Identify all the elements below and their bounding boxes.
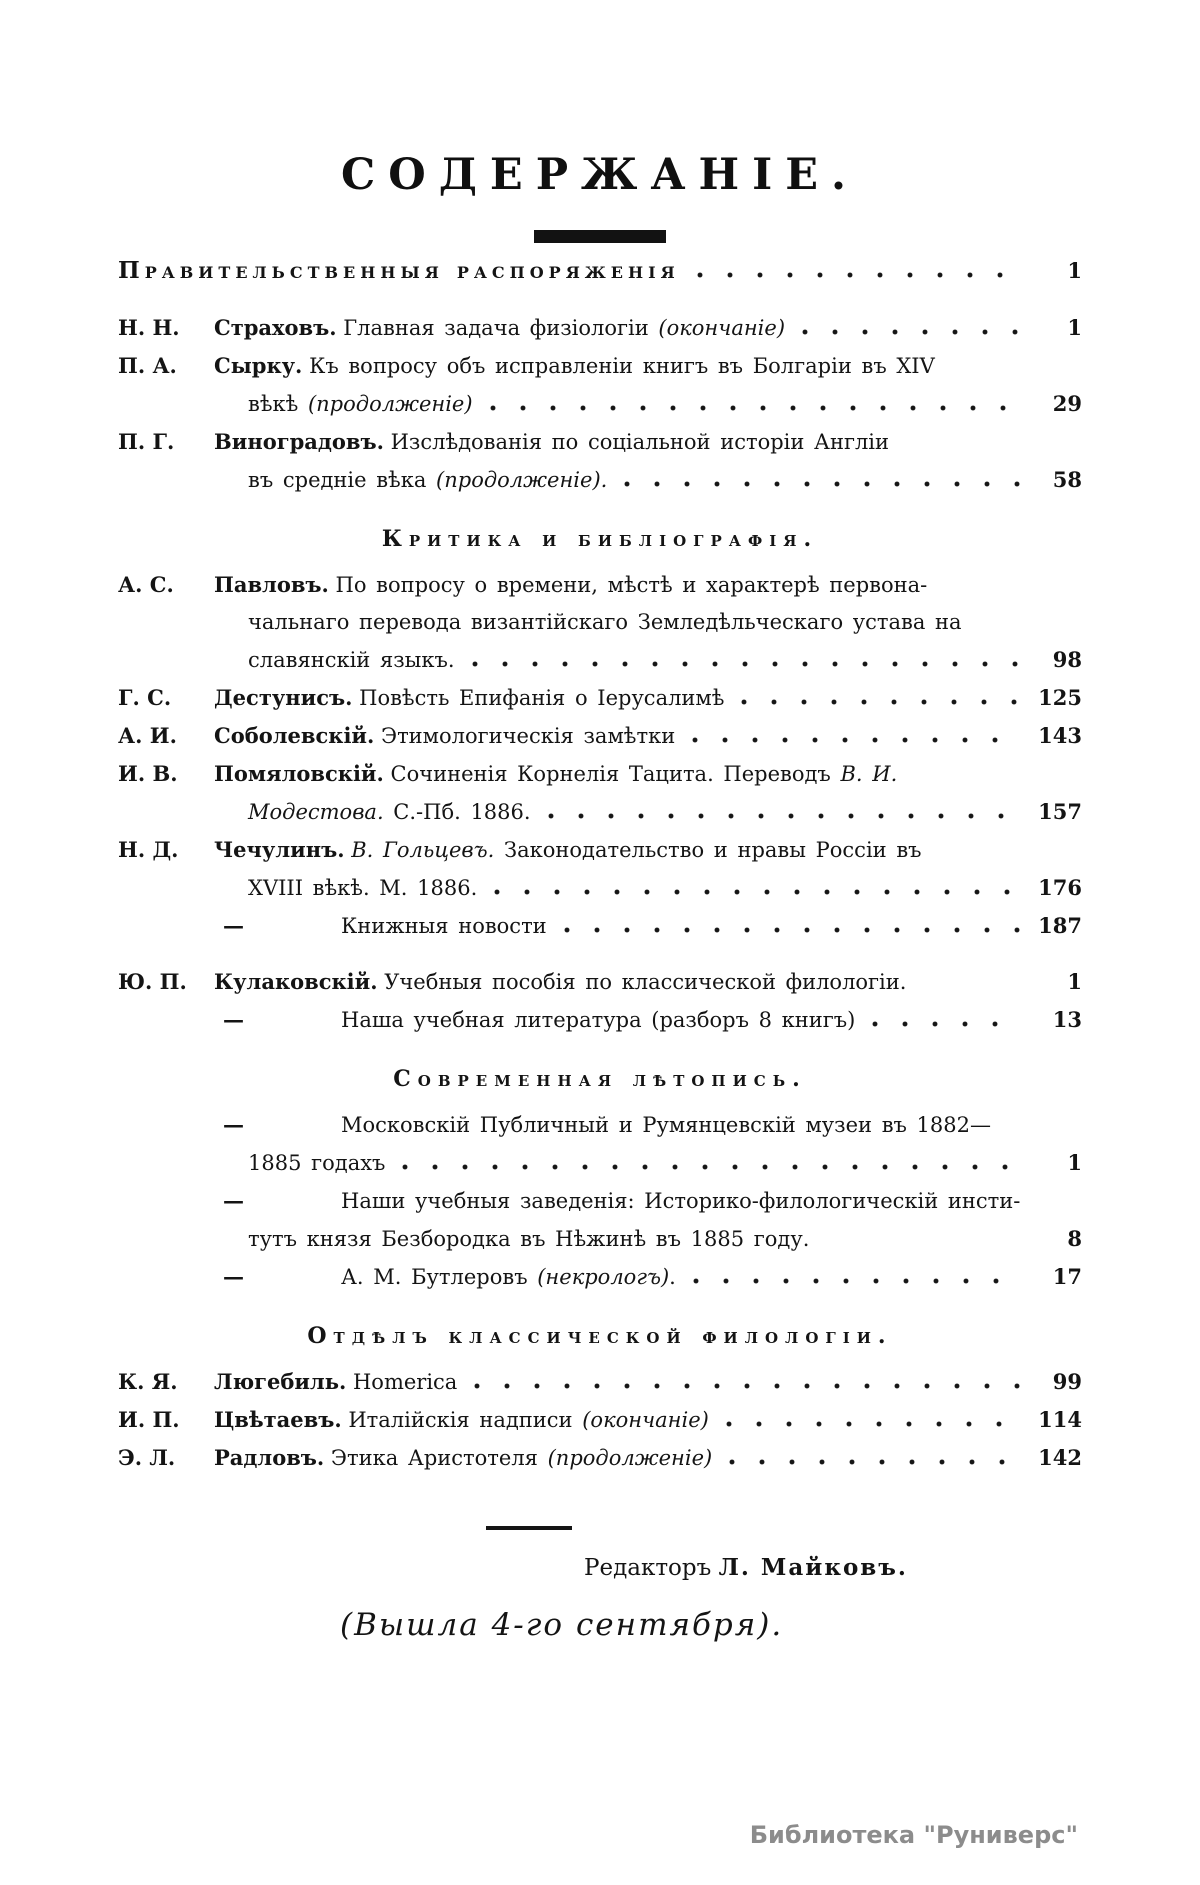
page-number: 17 xyxy=(1052,1264,1082,1289)
title-text-italic: (продолженіе) xyxy=(307,392,473,416)
author-initials: П. А. xyxy=(118,353,177,378)
page-number: 1 xyxy=(1067,258,1082,283)
section-heading: Отдѣлъ классической филологіи. xyxy=(307,1323,893,1349)
author-name: Радловъ. xyxy=(214,1445,325,1470)
title-text: По вопросу о времени, мѣстѣ и характерѣ первона- xyxy=(335,573,928,597)
page-number: 114 xyxy=(1038,1407,1082,1432)
entry-title xyxy=(341,914,547,938)
toc-gap xyxy=(118,284,1082,302)
dot-leader xyxy=(871,1018,1020,1027)
entry-title xyxy=(336,573,928,597)
dot-leader xyxy=(473,1380,1020,1389)
author-initials: И. В. xyxy=(118,761,178,786)
entry-title xyxy=(341,1008,855,1032)
title-text: чальнаго перевода византійскаго Земледѣльческаго устава на xyxy=(248,610,962,634)
issue-date-note: (Вышла 4-го сентября). xyxy=(340,1607,784,1643)
toc-row xyxy=(118,685,1082,710)
dot-leader xyxy=(623,478,1020,487)
title-text: Наши учебныя заведенія: Историко-филологическій инсти- xyxy=(341,1189,1021,1213)
entry-title xyxy=(248,392,473,416)
title-text: Этика Аристотеля xyxy=(330,1446,548,1470)
page-number: 176 xyxy=(1038,875,1082,900)
author-initials: Э. Л. xyxy=(118,1445,176,1470)
title-text: С.-Пб. 1886. xyxy=(383,800,531,824)
entry-title xyxy=(384,970,906,994)
author-initials: П. Г. xyxy=(118,429,175,454)
page-number: 187 xyxy=(1038,913,1082,938)
entry-title xyxy=(343,316,785,340)
toc-row xyxy=(118,1007,1082,1032)
title-text: Homerica xyxy=(352,1370,458,1394)
title-text: вѣкѣ xyxy=(248,392,308,416)
title-text: въ средніе вѣка xyxy=(248,468,437,492)
entry-title xyxy=(351,838,921,862)
toc-row xyxy=(118,1226,1082,1251)
title-text-italic: (окончаніе) xyxy=(658,316,786,340)
entry-title: Правительственныя распоряженія xyxy=(118,257,680,284)
same-author-dash: — xyxy=(223,1007,244,1032)
editor-line xyxy=(118,1554,1082,1581)
toc-row xyxy=(118,353,1082,378)
entry-title xyxy=(391,430,889,454)
page-number: 8 xyxy=(1067,1226,1082,1251)
page-title: СОДЕРЖАНІЕ. xyxy=(341,150,859,200)
toc-row xyxy=(118,647,1082,672)
toc-row xyxy=(118,723,1082,748)
page-footer xyxy=(118,1526,1082,1643)
page-number: 13 xyxy=(1052,1007,1082,1032)
title-text-italic: В. И. xyxy=(840,762,898,786)
entry-title xyxy=(381,724,675,748)
entry-title xyxy=(341,1189,1020,1213)
dot-leader xyxy=(489,402,1020,411)
title-text-italic: (продолженіе). xyxy=(436,468,608,492)
entry-title xyxy=(309,354,935,378)
toc-gap xyxy=(118,938,1082,956)
toc-row xyxy=(118,799,1082,824)
editor-label: Редакторъ xyxy=(584,1555,712,1581)
title-text: Италійскія надписи xyxy=(348,1408,583,1432)
page-number: 125 xyxy=(1038,685,1082,710)
title-text: . xyxy=(669,1265,676,1289)
toc-row xyxy=(118,610,1082,634)
library-watermark: Библиотека "Руниверс" xyxy=(749,1821,1078,1849)
page-number: 99 xyxy=(1052,1369,1082,1394)
title-text: Учебныя пособія по классической филологіи. xyxy=(384,970,907,994)
dot-leader xyxy=(493,886,1020,895)
toc-row xyxy=(118,1445,1082,1470)
footer-divider-rule xyxy=(486,1526,572,1530)
title-text-italic: (окончаніе) xyxy=(582,1408,709,1432)
dot-leader xyxy=(401,1161,1020,1170)
page-number: 143 xyxy=(1038,723,1082,748)
title-text: Сочиненія Корнелія Тацита. Переводъ xyxy=(390,762,841,786)
author-name: Виноградовъ. xyxy=(214,429,384,454)
dot-leader xyxy=(692,1275,1020,1284)
title-text-italic: (некрологъ) xyxy=(537,1265,670,1289)
author-initials: И. П. xyxy=(118,1407,180,1432)
author-initials: Н. Н. xyxy=(118,315,180,340)
toc-row xyxy=(118,467,1082,492)
author-initials: Ю. П. xyxy=(118,969,187,994)
toc-row xyxy=(118,1369,1082,1394)
page-number: 1 xyxy=(1067,315,1082,340)
entry-title xyxy=(341,1113,991,1137)
dot-leader xyxy=(725,1418,1020,1427)
title-text: Повѣсть Епифанія о Іерусалимѣ xyxy=(359,686,725,710)
title-text: Изслѣдованія по соціальной исторіи Англіи xyxy=(390,430,890,454)
author-name: Чечулинъ. xyxy=(214,837,345,862)
editor-name: Л. Майковъ. xyxy=(718,1554,908,1581)
page-number: 1 xyxy=(1067,1150,1082,1175)
entry-title xyxy=(248,1227,809,1251)
author-name: Кулаковскій. xyxy=(214,969,378,994)
title-text: Книжныя новости xyxy=(341,914,547,938)
entry-title xyxy=(341,1265,676,1289)
toc-row xyxy=(118,1112,1082,1137)
author-name: Соболевскій. xyxy=(214,723,375,748)
dot-leader xyxy=(563,924,1020,933)
author-name: Цвѣтаевъ. xyxy=(214,1407,342,1432)
dot-leader xyxy=(740,696,1020,705)
page-number: 157 xyxy=(1038,799,1082,824)
dot-leader xyxy=(825,1237,1020,1246)
author-name: Дестунисъ. xyxy=(214,685,353,710)
title-text: славянскій языкъ. xyxy=(248,648,455,672)
toc-row xyxy=(118,391,1082,416)
title-text: 1885 годахъ xyxy=(248,1151,386,1175)
title-text: Главная задача физіологіи xyxy=(343,316,659,340)
entry-title xyxy=(331,1446,712,1470)
title-text: XVIII вѣкѣ. М. 1886. xyxy=(248,876,478,900)
title-text: Наша учебная литература (разборъ 8 книгъ) xyxy=(341,1008,856,1032)
title-text: Московскій Публичный и Румянцевскій музеи въ 1882— xyxy=(341,1113,991,1137)
title-text: А. М. Бутлеровъ xyxy=(341,1265,538,1289)
title-text-italic: В. Гольцевъ. xyxy=(351,838,495,862)
author-name: Люгебиль. xyxy=(214,1369,347,1394)
entry-title xyxy=(248,800,531,824)
dot-leader xyxy=(691,734,1020,743)
entry-title xyxy=(353,1370,457,1394)
same-author-dash: — xyxy=(223,913,244,938)
toc-row xyxy=(118,1264,1082,1289)
toc-rows xyxy=(118,257,1082,1470)
title-text-italic: Модестова. xyxy=(248,800,384,824)
toc-row xyxy=(118,315,1082,340)
toc-row xyxy=(118,913,1082,938)
dot-leader xyxy=(801,326,1020,335)
toc-row xyxy=(118,1150,1082,1175)
dot-leader xyxy=(728,1456,1020,1465)
title-text: Законодательство и нравы Россіи въ xyxy=(494,838,922,862)
author-initials: Г. С. xyxy=(118,685,172,710)
toc-row xyxy=(118,837,1082,862)
entry-title xyxy=(391,762,898,786)
toc-row xyxy=(118,1188,1082,1213)
toc-row xyxy=(118,969,1082,994)
entry-title xyxy=(248,1151,385,1175)
toc-row xyxy=(118,429,1082,454)
title-text: тутъ князя Безбородка въ Нѣжинѣ въ 1885 году. xyxy=(248,1227,810,1251)
author-name: Страховъ. xyxy=(214,315,337,340)
title-text-italic: (продолженіе) xyxy=(547,1446,713,1470)
same-author-dash: — xyxy=(223,1112,244,1137)
toc-row xyxy=(118,761,1082,786)
toc-row xyxy=(118,875,1082,900)
dot-leader xyxy=(922,980,1020,989)
title-text: Къ вопросу объ исправленіи книгъ въ Болгаріи въ XIV xyxy=(309,354,935,378)
author-initials: К. Я. xyxy=(118,1369,178,1394)
entry-title xyxy=(248,610,962,634)
entry-title xyxy=(248,648,455,672)
entry-title xyxy=(248,468,607,492)
dot-leader xyxy=(696,269,1020,278)
toc-row xyxy=(118,1407,1082,1432)
page-number: 98 xyxy=(1052,647,1082,672)
same-author-dash: — xyxy=(223,1264,244,1289)
title-divider-bar xyxy=(534,230,666,243)
page-number: 142 xyxy=(1038,1445,1082,1470)
author-name: Сырку. xyxy=(214,353,303,378)
author-initials: Н. Д. xyxy=(118,837,179,862)
author-initials: А. С. xyxy=(118,572,174,597)
entry-title xyxy=(348,1408,709,1432)
toc-row xyxy=(118,572,1082,597)
author-name: Помяловскій. xyxy=(214,761,384,786)
same-author-dash: — xyxy=(223,1188,244,1213)
author-initials: А. И. xyxy=(118,723,177,748)
toc-row xyxy=(118,257,1082,284)
page-number: 58 xyxy=(1052,467,1082,492)
entry-title xyxy=(359,686,724,710)
page-number: 1 xyxy=(1067,969,1082,994)
entry-title xyxy=(248,876,477,900)
section-heading: Критика и библіографія. xyxy=(381,526,819,552)
dot-leader xyxy=(547,810,1020,819)
page-number: 29 xyxy=(1052,391,1082,416)
title-text: Этимологическія замѣтки xyxy=(381,724,676,748)
author-name: Павловъ. xyxy=(214,572,329,597)
section-heading: Современная лѣтопись. xyxy=(393,1066,807,1092)
dot-leader xyxy=(471,658,1020,667)
